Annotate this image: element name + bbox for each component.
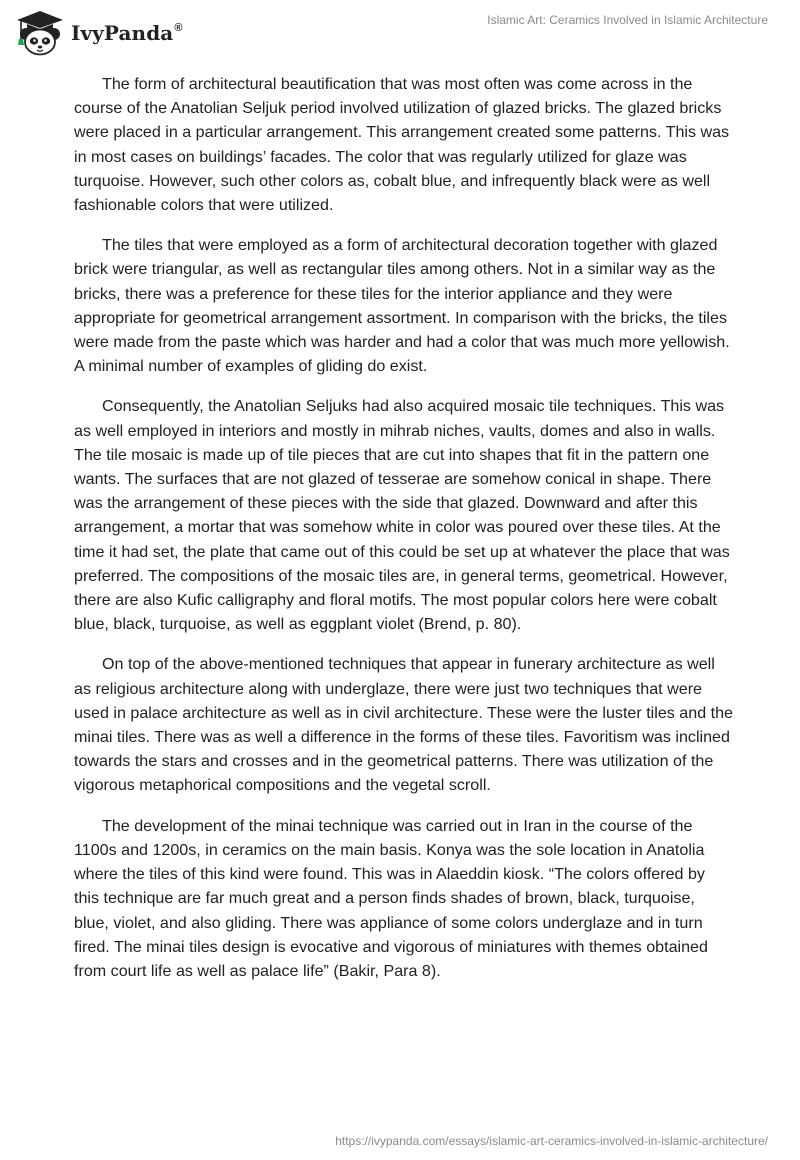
paragraph-5: The development of the minai technique was carried out in Iran in the course of the 1100s and 1200s, in ceramics on the main basis. Konya was the sole location in Anatolia where the tiles of this kind were found. This was in Alaeddin kiosk. “The colors offered by this technique are far much great and a person finds shades of brown, black, turquoise, blue, violet, and also gliding. There was appliance of some colors underglaze and in turn fired. The minai tiles design is evocative and vigorous of miniatures with themes obtained from court life as well as palace life” (Bakir, Para 8). [74,816,708,980]
source-url[interactable]: https://ivypanda.com/essays/islamic-art-ceramics-involved-in-islamic-architecture/ [335,1134,768,1148]
paragraph-1: The form of architectural beautification that was most often was come across in the course of the Anatolian Seljuk period involved utilization of glazed bricks. The glazed bricks were placed in a particular arrangement. This arrangement created some patterns. This was in most cases on buildings’ facades. The color that was regularly utilized for glaze was turquoise. However, such other colors as, cobalt blue, and infrequently black were as well fashionable colors that were utilized. [74,75,730,215]
essay-body [74,72,734,999]
paragraph-3: Consequently, the Anatolian Seljuks had also acquired mosaic tile techniques. This was as well employed in interiors and mostly in mihrab niches, vaults, domes and also in walls. The tile mosaic is made up of tile pieces that are cut into shapes that fit in the pattern one wants. The surfaces that are not glazed of tesserae are somehow conical in shape. There was the arrangement of these pieces with the side that glazed. Downward and after this arrangement, a mortar that was somehow white in color was poured over these tiles. At the time it had set, the plate that came out of this could be set up at whatever the place that was preferred. The compositions of the mosaic tiles are, in general terms, geometrical. However, there are also Kufic calligraphy and floral motifs. The most popular colors here were cobalt blue, black, turquoise, as well as eggplant violet (Brend, p. 80). [74,397,730,634]
paragraph-2: The tiles that were employed as a form of architectural decoration together with glazed brick were triangular, as well as rectangular tiles among others. Not in a similar way as the bricks, there was a preference for these tiles for the interior appliance and they were appropriate for geometrical arrangement assortment. In comparison with the bricks, the tiles were made from the paste which was harder and had a color that was much more yellowish. A minimal number of examples of gliding do exist. [74,236,730,376]
brand-name: IvyPanda® [71,21,183,45]
ivypanda-logo[interactable] [13,8,183,56]
paragraph-4: On top of the above-mentioned techniques that appear in funerary architecture as well as religious architecture along with underglaze, there were just two techniques that were used in palace architecture as well as in civil architecture. These were the luster tiles and the minai tiles. There was as well a difference in the forms of these tiles. Favoritism was inclined towards the stars and crosses and in the geometrical patterns. There was utilization of the vigorous metaphorical compositions and the vegetal scroll. [74,655,733,795]
document-title: Islamic Art: Ceramics Involved in Islamic Architecture [487,13,768,27]
registered-mark: ® [174,22,183,34]
panda-graduation-cap-icon [13,8,65,56]
page-header [0,0,800,60]
